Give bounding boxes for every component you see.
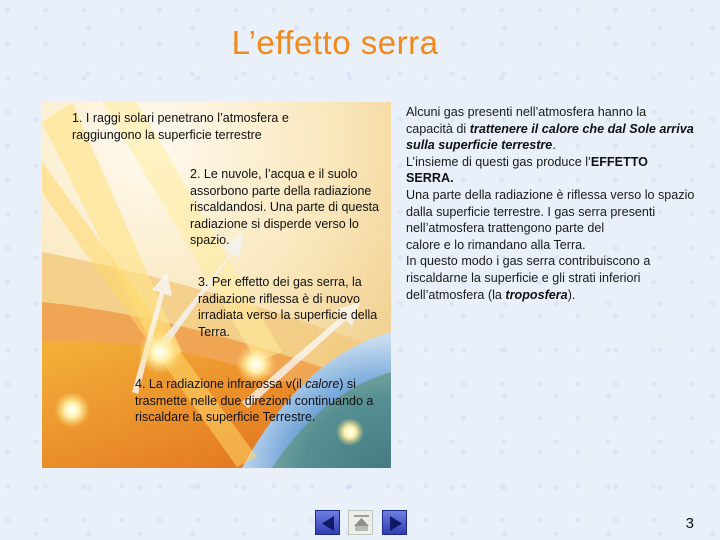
p4-text: calore e lo rimandano alla Terra. (406, 237, 586, 252)
p2-emphasis: EFFETTO SERRA. (406, 154, 648, 186)
p1-end: . (552, 138, 556, 153)
next-slide-button[interactable] (382, 510, 407, 535)
caption-step-2: 2. Le nuvole, l’acqua e il suolo assorbono parte della radiazione riscaldandosi. Una parte di questa radiazione si disperde verso lo spazio. (190, 167, 380, 247)
explanation-text (406, 104, 696, 303)
p3-text: Una parte della radiazione è riflessa verso lo spazio dalla superficie terrestre. I gas serra presenti nell’atmosfera trattengono parte del (406, 187, 695, 236)
caption-step-4-part2: ) si trasmette nelle due direzioni continuando a riscaldare la superficie Terrestre. (135, 377, 374, 424)
page-number: 3 (685, 515, 694, 532)
arrow-right-icon (383, 511, 408, 536)
home-icon (349, 511, 374, 536)
caption-step-4-part1: 4. La radiazione infrarossa v(il (135, 377, 306, 391)
p1-intro: Alcuni gas presenti nell’atmosfera hanno la capacità di (406, 105, 647, 136)
arrow-left-icon (316, 511, 341, 536)
p5-end: ). (567, 287, 576, 302)
caption-step-4 (135, 376, 391, 426)
p2-intro: L’insieme di questi gas produce l’ (406, 154, 591, 169)
previous-slide-button[interactable] (315, 510, 340, 535)
slide-title: L’effetto serra (231, 24, 439, 61)
p5-emphasis: troposfera (505, 287, 568, 302)
home-slide-button[interactable] (348, 510, 373, 535)
p5-intro: In questo modo i gas serra contribuiscono a riscaldarne la superficie e gli strati inferiori dell’atmosfera (la (406, 254, 651, 302)
caption-step-1: 1. I raggi solari penetrano l’atmosfera e raggiungono la superficie terrestre (72, 111, 289, 142)
caption-step-4-emphasis: calore (305, 377, 340, 391)
caption-step-3: 3. Per effetto dei gas serra, la radiazione riflessa è di nuovo irradiata verso la superficie della Terra. (198, 275, 378, 339)
p1-emphasis: trattenere il calore che dal Sole arriva sulla superficie terrestre (406, 121, 694, 153)
greenhouse-illustration (42, 102, 391, 468)
